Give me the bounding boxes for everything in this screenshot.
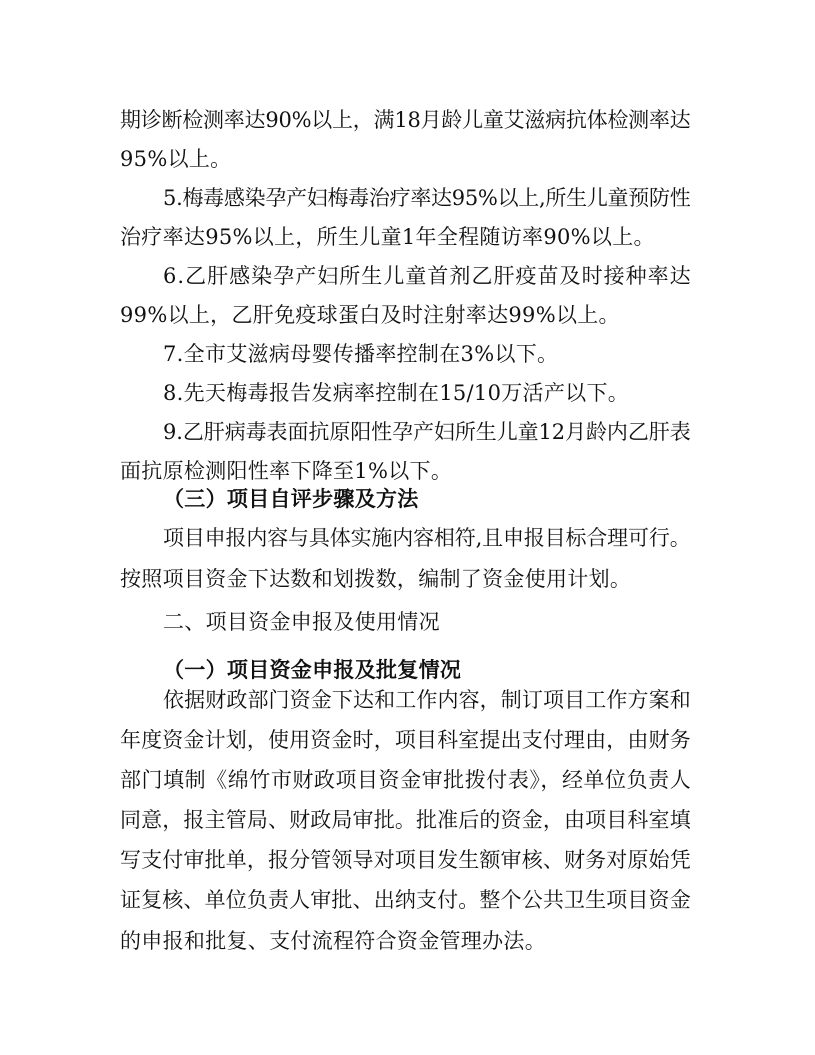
paragraph-line: 写支付审批单，报分管领导对项目发生额审核、财务对原始凭 <box>120 848 691 872</box>
list-item-5-line: 5.梅毒感染孕产妇梅毒治疗率达95%以上,所生儿童预防性 <box>163 186 691 210</box>
paragraph-line: 部门填制《绵竹市财政项目资金审批拨付表》，经单位负责人 <box>120 768 692 792</box>
section-heading-funds: 二、项目资金申报及使用情况 <box>163 610 440 634</box>
paragraph-line: 的申报和批复、支付流程符合资金管理办法。 <box>120 929 546 953</box>
list-item-9-line: 面抗原检测阳性率下降至1%以下。 <box>120 459 453 483</box>
paragraph-line: 期诊断检测率达90%以上，满18月龄儿童艾滋病抗体检测率达 <box>120 108 691 132</box>
list-item-6-line: 6.乙肝感染孕产妇所生儿童首剂乙肝疫苗及时接种率达 <box>163 264 692 288</box>
paragraph-line: 项目申报内容与具体实施内容相符,且申报目标合理可行。 <box>163 526 691 550</box>
paragraph-line: 同意，报主管局、财政局审批。批准后的资金，由项目科室填 <box>120 808 691 832</box>
paragraph-line: 依据财政部门资金下达和工作内容，制订项目工作方案和 <box>163 688 691 712</box>
section-heading-self-evaluation: （三）项目自评步骤及方法 <box>163 486 419 511</box>
paragraph-line: 年度资金计划，使用资金时，项目科室提出支付理由，由财务 <box>120 728 691 752</box>
list-item-5-line: 治疗率达95%以上，所生儿童1年全程随访率90%以上。 <box>120 225 655 249</box>
subsection-heading-application: （一）项目资金申报及批复情况 <box>163 657 462 682</box>
list-item-6-line: 99%以上，乙肝免疫球蛋白及时注射率达99%以上。 <box>120 303 620 327</box>
list-item-8-line: 8.先天梅毒报告发病率控制在15/10万活产以下。 <box>163 381 630 405</box>
list-item-9-line: 9.乙肝病毒表面抗原阳性孕产妇所生儿童12月龄内乙肝表 <box>163 420 691 444</box>
list-item-7-line: 7.全市艾滋病母婴传播率控制在3%以下。 <box>163 342 559 366</box>
paragraph-line: 证复核、单位负责人审批、出纳支付。整个公共卫生项目资金 <box>120 888 691 912</box>
paragraph-line: 按照项目资金下达数和划拨数，编制了资金使用计划。 <box>120 567 632 591</box>
paragraph-line: 95%以上。 <box>120 147 232 171</box>
